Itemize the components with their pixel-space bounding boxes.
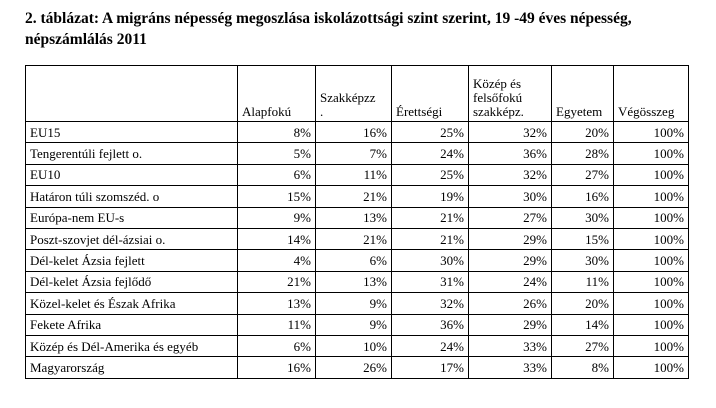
row-label: Tengerentúli fejlett o. [26,143,238,164]
table-cell: 16% [552,186,614,207]
table-row [26,143,689,164]
table-cell: 13% [238,293,316,314]
table-cell: 100% [614,143,689,164]
table-cell: 28% [552,143,614,164]
table-cell: 15% [552,228,614,249]
table-cell: 100% [614,228,689,249]
table-cell: 7% [316,143,392,164]
table-cell: 30% [392,250,469,271]
table-cell: 26% [316,357,392,378]
table-cell: 14% [238,228,316,249]
header-row [26,66,689,122]
table-cell: 11% [238,314,316,335]
table-cell: 19% [392,186,469,207]
table-cell: 32% [469,122,552,143]
table-cell: 36% [469,143,552,164]
column-header: Végösszeg [614,66,689,122]
row-label: Határon túli szomszéd. o [26,186,238,207]
table-cell: 9% [316,314,392,335]
table-cell: 100% [614,250,689,271]
table-cell: 21% [392,228,469,249]
row-label: Közép és Dél-Amerika és egyéb [26,335,238,356]
table-row [26,293,689,314]
table-cell: 13% [316,271,392,292]
column-header: Közép és felsőfokú szakképz. [469,66,552,122]
table-cell: 30% [469,186,552,207]
table-cell: 10% [316,335,392,356]
table-cell: 27% [469,207,552,228]
table-cell: 14% [552,314,614,335]
table-cell: 100% [614,335,689,356]
table-row [26,164,689,185]
column-header: Szakképzz . [316,66,392,122]
table-cell: 100% [614,357,689,378]
table-cell: 11% [552,271,614,292]
row-label: Magyarország [26,357,238,378]
table-cell: 32% [469,164,552,185]
table-cell: 100% [614,293,689,314]
table-cell: 25% [392,164,469,185]
table-row [26,207,689,228]
table-cell: 11% [316,164,392,185]
table-cell: 29% [469,228,552,249]
table-cell: 6% [238,335,316,356]
table-cell: 100% [614,186,689,207]
table-cell: 5% [238,143,316,164]
table-cell: 21% [238,271,316,292]
table-cell: 100% [614,207,689,228]
table-body [26,122,689,379]
table-cell: 27% [552,335,614,356]
table-cell: 24% [392,335,469,356]
table-cell: 30% [552,250,614,271]
table-cell: 9% [238,207,316,228]
table-cell: 21% [392,207,469,228]
table-row [26,228,689,249]
table-cell: 6% [238,164,316,185]
table-cell: 26% [469,293,552,314]
header-cell-blank [26,66,238,122]
data-table [25,65,689,379]
table-row [26,250,689,271]
row-label: Dél-kelet Ázsia fejlődő [26,271,238,292]
row-label: Európa-nem EU-s [26,207,238,228]
column-header: Alapfokú [238,66,316,122]
row-label: Közel-kelet és Észak Afrika [26,293,238,314]
table-cell: 15% [238,186,316,207]
table-cell: 29% [469,314,552,335]
table-cell: 25% [392,122,469,143]
table-row [26,357,689,378]
table-cell: 36% [392,314,469,335]
row-label: Dél-kelet Ázsia fejlett [26,250,238,271]
table-header [26,66,689,122]
table-cell: 21% [316,228,392,249]
table-cell: 16% [238,357,316,378]
table-cell: 9% [316,293,392,314]
table-cell: 32% [392,293,469,314]
row-label: EU10 [26,164,238,185]
table-cell: 8% [238,122,316,143]
table-cell: 4% [238,250,316,271]
table-row [26,314,689,335]
table-cell: 29% [469,250,552,271]
table-cell: 24% [469,271,552,292]
row-label: Fekete Afrika [26,314,238,335]
table-cell: 30% [552,207,614,228]
table-cell: 33% [469,335,552,356]
table-cell: 33% [469,357,552,378]
table-cell: 16% [316,122,392,143]
table-row [26,122,689,143]
table-cell: 100% [614,122,689,143]
table-cell: 20% [552,293,614,314]
table-title: 2. táblázat: A migráns népesség megoszlása iskolázottsági szint szerint, 19 -49 éves népesség, népszámlálás 2011 [25,10,632,48]
table-row [26,271,689,292]
table-cell: 100% [614,314,689,335]
column-header: Egyetem [552,66,614,122]
table-row [26,186,689,207]
table-cell: 13% [316,207,392,228]
row-label: EU15 [26,122,238,143]
table-cell: 27% [552,164,614,185]
table-cell: 21% [316,186,392,207]
table-cell: 6% [316,250,392,271]
table-cell: 8% [552,357,614,378]
table-cell: 100% [614,271,689,292]
table-cell: 100% [614,164,689,185]
table-cell: 24% [392,143,469,164]
table-cell: 31% [392,271,469,292]
table-row [26,335,689,356]
table-cell: 17% [392,357,469,378]
row-label: Poszt-szovjet dél-ázsiai o. [26,228,238,249]
table-cell: 20% [552,122,614,143]
column-header: Érettségi [392,66,469,122]
